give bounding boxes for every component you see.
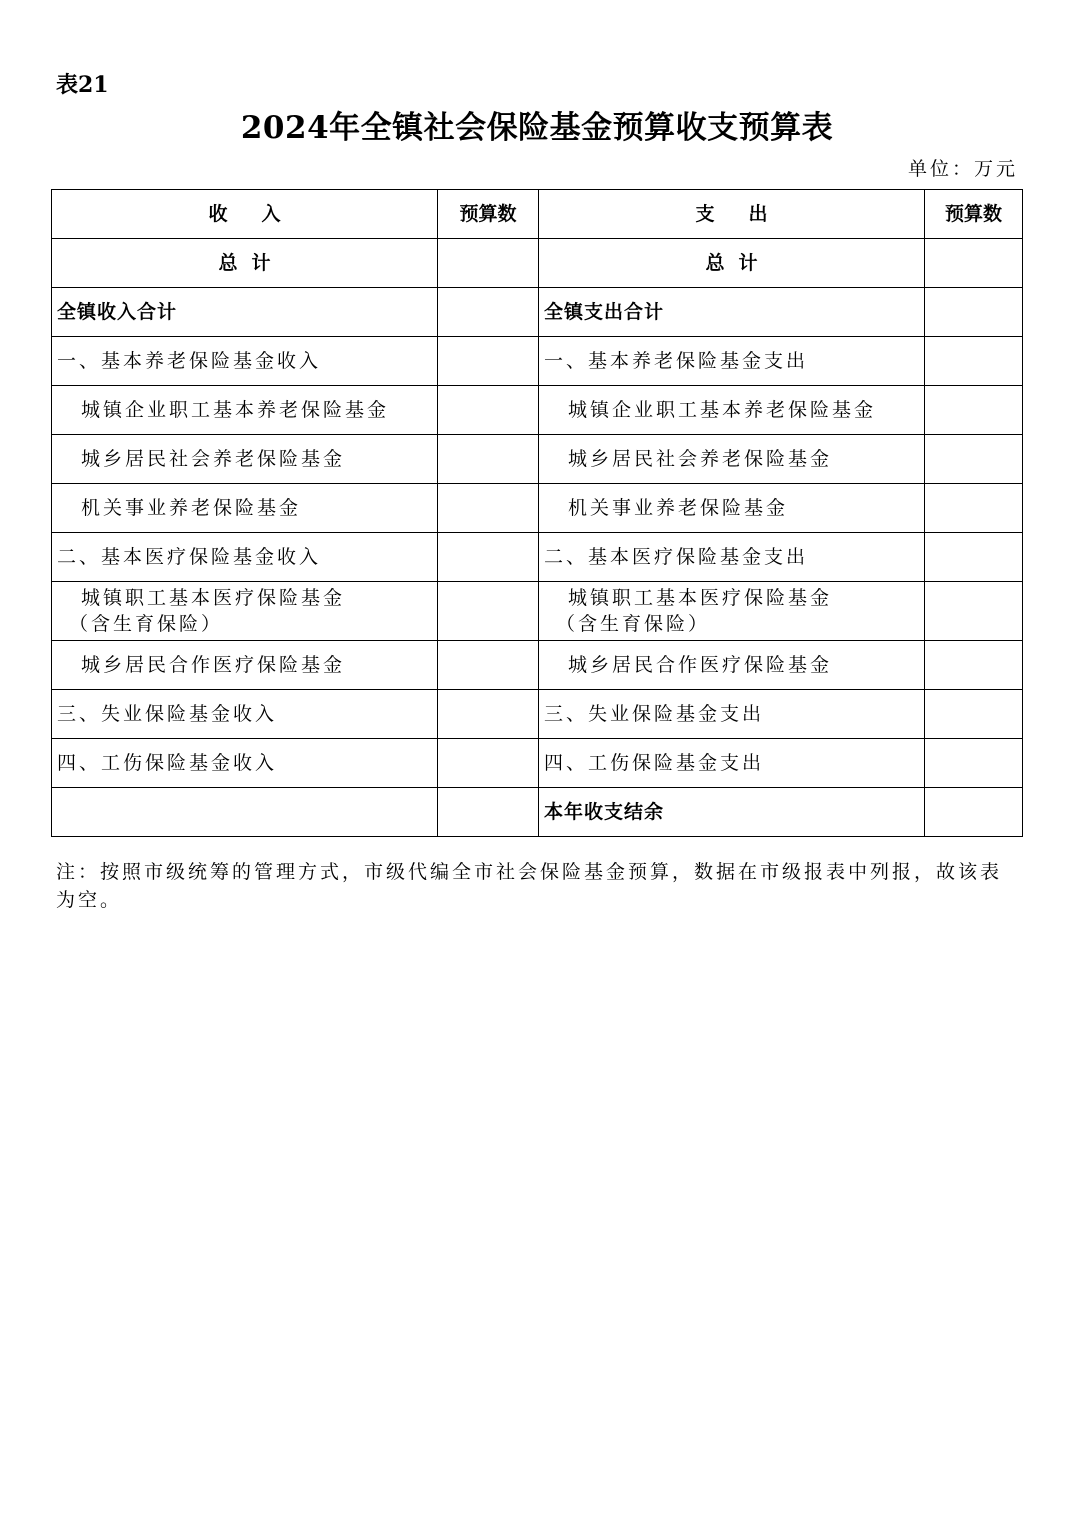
income-budget-cell [438, 739, 539, 788]
header-income: 收入 [52, 190, 438, 239]
expense-budget-cell [925, 533, 1023, 582]
header-expense-budget: 预算数 [925, 190, 1023, 239]
table-row [52, 690, 1023, 739]
income-item-line2: （含生育保险） [69, 613, 224, 635]
table-row [52, 739, 1023, 788]
expense-budget-cell [925, 788, 1023, 837]
expense-budget-cell [925, 739, 1023, 788]
expense-item-line1: 城镇职工基本医疗保险基金 [568, 587, 833, 609]
expense-budget-cell [925, 690, 1023, 739]
header-income-budget: 预算数 [438, 190, 539, 239]
income-item [52, 788, 438, 837]
income-budget-cell [438, 337, 539, 386]
table-row [52, 337, 1023, 386]
income-item: 三、失业保险基金收入 [52, 690, 438, 739]
total-income-label: 总计 [52, 239, 438, 288]
expense-item-line2: （含生育保险） [556, 613, 711, 635]
expense-item: 机关事业养老保险基金 [539, 484, 925, 533]
total-row [52, 239, 1023, 288]
expense-item: 二、基本医疗保险基金支出 [539, 533, 925, 582]
income-budget-cell [438, 484, 539, 533]
expense-item [539, 582, 925, 641]
income-item: 机关事业养老保险基金 [52, 484, 438, 533]
expense-budget-cell [925, 435, 1023, 484]
table-row [52, 435, 1023, 484]
income-budget-cell [438, 533, 539, 582]
income-budget-cell [438, 386, 539, 435]
header-row [52, 190, 1023, 239]
table-row [52, 288, 1023, 337]
income-budget-cell [438, 690, 539, 739]
total-income-value [438, 239, 539, 288]
income-budget-cell [438, 788, 539, 837]
footnote: 注：按照市级统筹的管理方式，市级代编全市社会保险基金预算，数据在市级报表中列报，故该表为空。 [56, 861, 1003, 911]
expense-budget-cell [925, 386, 1023, 435]
header-expense: 支出 [539, 190, 925, 239]
expense-item: 全镇支出合计 [539, 288, 925, 337]
table-row [52, 582, 1023, 641]
table-number: 表21 [56, 72, 109, 98]
table-row [52, 484, 1023, 533]
expense-budget-cell [925, 337, 1023, 386]
income-item: 二、基本医疗保险基金收入 [52, 533, 438, 582]
expense-budget-cell [925, 288, 1023, 337]
income-item: 四、工伤保险基金收入 [52, 739, 438, 788]
expense-item: 本年收支结余 [539, 788, 925, 837]
expense-budget-cell [925, 582, 1023, 641]
expense-item: 一、基本养老保险基金支出 [539, 337, 925, 386]
income-budget-cell [438, 582, 539, 641]
income-item: 城镇企业职工基本养老保险基金 [52, 386, 438, 435]
income-budget-cell [438, 288, 539, 337]
unit-label: 单位：万元 [907, 158, 1018, 180]
total-expense-label: 总计 [539, 239, 925, 288]
income-budget-cell [438, 435, 539, 484]
income-item [52, 582, 438, 641]
budget-table [51, 189, 1023, 837]
income-item: 城乡居民社会养老保险基金 [52, 435, 438, 484]
expense-item: 城镇企业职工基本养老保险基金 [539, 386, 925, 435]
page-title: 2024年全镇社会保险基金预算收支预算表 [240, 110, 834, 146]
income-item: 全镇收入合计 [52, 288, 438, 337]
expense-item: 城乡居民合作医疗保险基金 [539, 641, 925, 690]
table-row [52, 641, 1023, 690]
table-row [52, 788, 1023, 837]
income-budget-cell [438, 641, 539, 690]
expense-item: 四、工伤保险基金支出 [539, 739, 925, 788]
table-row [52, 386, 1023, 435]
income-item: 一、基本养老保险基金收入 [52, 337, 438, 386]
expense-budget-cell [925, 641, 1023, 690]
total-expense-value [925, 239, 1023, 288]
expense-budget-cell [925, 484, 1023, 533]
table-row [52, 533, 1023, 582]
income-item-line1: 城镇职工基本医疗保险基金 [81, 587, 346, 609]
expense-item: 三、失业保险基金支出 [539, 690, 925, 739]
expense-item: 城乡居民社会养老保险基金 [539, 435, 925, 484]
income-item: 城乡居民合作医疗保险基金 [52, 641, 438, 690]
